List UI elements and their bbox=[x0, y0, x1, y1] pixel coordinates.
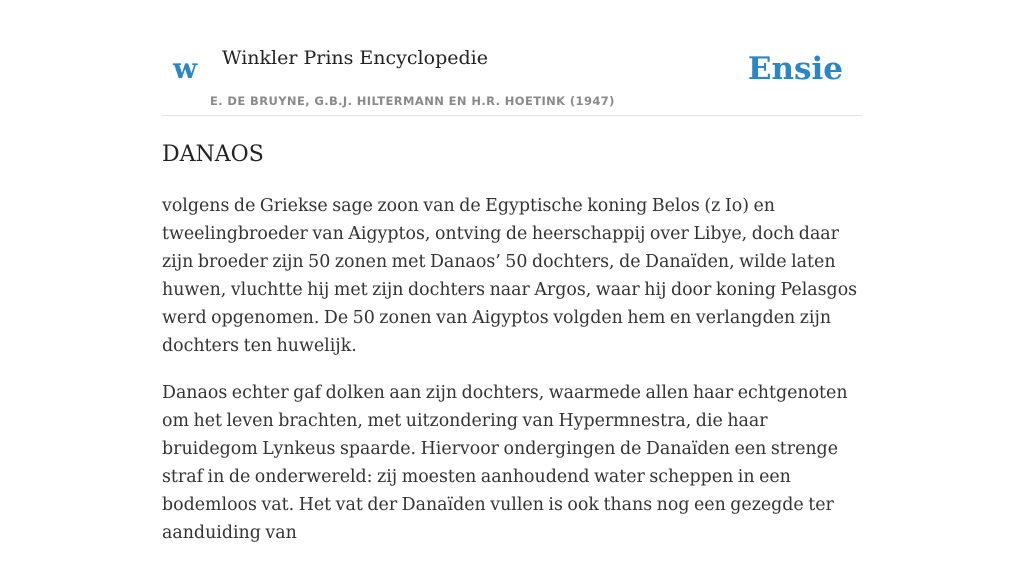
entry-paragraph: Danaos echter gaf dolken aan zijn dochters, waarmede allen haar echtgenoten om het leven brachten, met uitzondering van Hypermnestra, die haar bruidegom Lynkeus spaarde. Hiervoor ondergingen de Danaïden een strenge straf in de onderwereld: zij moesten aanhoudend water scheppen in een bodemloos vat. Het vat der Danaïden vullen is ook thans nog een gezegde ter aanduiding van bbox=[162, 383, 848, 543]
ensie-logo[interactable]: Ensie bbox=[747, 51, 843, 87]
entry-paragraph: volgens de Griekse sage zoon van de Egyptische koning Belos (z Io) en tweelingbroeder van Aigyptos, ontving de heerschappij over Libye, doch daar zijn broeder zijn 50 zonen met Danaos’ 50 dochters, de Danaïden, wilde laten huwen, vluchtte hij met zijn dochters naar Argos, waar hij door koning Pelasgos werd opgenomen. De 50 zonen van Aigyptos volgden hem en verlangden zijn dochters ten huwelijk. bbox=[162, 196, 858, 356]
source-header bbox=[162, 40, 862, 116]
source-title-link[interactable]: Winkler Prins Encyclopedie bbox=[222, 47, 488, 69]
entry-body bbox=[162, 192, 862, 566]
entry-title: DANAOS bbox=[162, 142, 264, 167]
source-logo[interactable]: w bbox=[173, 52, 198, 85]
source-authors: E. DE BRUYNE, G.B.J. HILTERMANN EN H.R. HOETINK (1947) bbox=[210, 94, 615, 108]
